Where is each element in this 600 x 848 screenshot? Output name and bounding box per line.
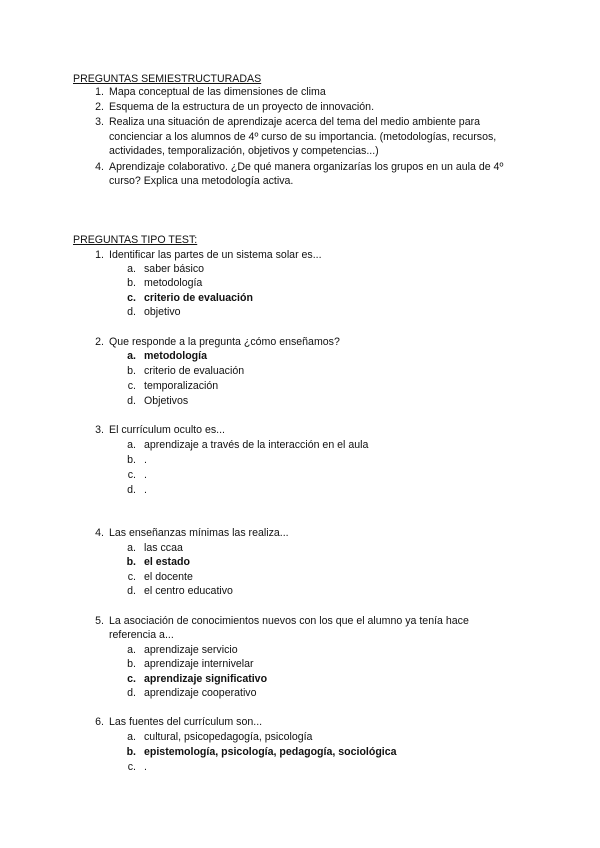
test-heading: PREGUNTAS TIPO TEST: bbox=[73, 234, 198, 246]
document-page: PREGUNTAS SEMIESTRUCTURADAS 1. Mapa conceptual de las dimensiones de clima 2. Esquema de la estructura de un proyecto de innovación. 3. Realiza una situación de aprendizaje acerca del tema del medio ambiente para concienciar a los alumnos de 4º curso de su importancia. (metodologías, recursos, actividades, temporalización, objetivos y competencias...) 4. Aprendizaje colaborativo. ¿De qué manera organizarías los grupos en un aula de 4º curso? Explica una metodología activa. PREGUNTAS TIPO TEST: 1. Identificar las partes de un sistema solar es... a. saber básico b. metodología c. criterio de evaluación d. objetivo 2. Que responde a la pregunta ¿cómo enseñamos? a. metodología b. criterio de evaluación c. temporalización d. Objetivos 3. El currículum oculto es... a. aprendizaje a través de la interacción en el aula b. . c. . d. . 4. Las enseñanzas mínimas las realiza... a. las ccaa b. el estado c. el docente d. el centro educativo 5. La asociación de conocimientos nuevos con los que el alumno ya tenía hace referencia a... a. aprendizaje servicio b. aprendizaje internivelar c. aprendizaje significativo d. aprendizaje cooperativo 6. Las fuentes del currículum son... a. cultural, psicopedagogía, psicología b. epistemología, psicología, pedagogía, sociológica c. . bbox=[73, 73, 504, 773]
semi-heading: PREGUNTAS SEMIESTRUCTURADAS bbox=[73, 73, 262, 85]
